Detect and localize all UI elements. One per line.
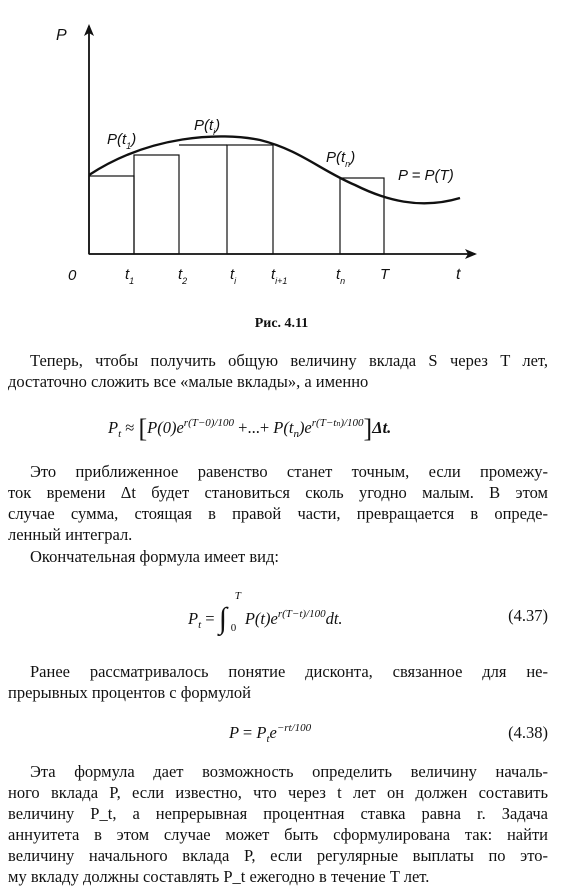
formula-term2-exp-sub: n <box>336 419 341 428</box>
text-line: ток времени Δt будет становиться сколь угодно малым. В этом <box>8 483 548 502</box>
tick-label-tn: $t_n$ <box>336 266 346 286</box>
formula-term2-exp-tail: )/100 <box>340 417 364 429</box>
formula-term2-exp: r(T−t <box>311 417 337 429</box>
formula-dots: +...+ <box>238 418 270 437</box>
left-bracket: [ <box>138 414 148 443</box>
formula-term1-exp: r(T−0)/100 <box>183 417 235 429</box>
formula-lhs-sub: t <box>198 619 202 631</box>
formula-lhs: P <box>229 723 239 742</box>
formula-integral <box>0 590 563 644</box>
tick-label-t2: $t_2$ <box>178 266 188 286</box>
paragraph-5 <box>8 761 548 887</box>
rectangle-i <box>227 145 273 254</box>
text-line: Эта формула дает возможность определить величину началь- <box>30 762 548 781</box>
integral-lower: 0 <box>230 622 237 634</box>
formula-discount <box>0 720 563 748</box>
origin-label: 0 <box>68 267 77 284</box>
formula-lhs: P <box>108 418 119 437</box>
right-bracket: ] <box>363 414 373 443</box>
formula-rhs-e: e <box>269 723 277 742</box>
paragraph-2 <box>8 461 548 545</box>
tick-label-ti1: $t_{i+1}$ <box>271 266 288 286</box>
formula-rhs-sub: t <box>266 733 270 745</box>
paragraph-3 <box>8 546 548 567</box>
formula-approx: ≈ <box>125 418 135 437</box>
figure-4-11 <box>0 0 563 305</box>
text-line: случае сумма, стоящая в правой части, превращается в опреде- <box>8 504 548 523</box>
tick-label-T: T <box>380 266 390 283</box>
text-line: аннуитета в этом случае может быть сформулирована так: найти <box>8 825 548 844</box>
formula-term1: P(0)e <box>147 418 184 437</box>
text-line: Ранее рассматривалось понятие дисконта, связанное для не- <box>30 662 548 681</box>
y-axis-label: P <box>56 27 67 44</box>
paragraph-4 <box>8 661 548 703</box>
text-line: величину начального вклада P, если регулярные выплаты по это- <box>8 846 548 865</box>
text-line: ленный интеграл. <box>8 525 133 544</box>
curve-label-p-tn: $P(t_n)$ <box>326 149 356 169</box>
formula-dt: dt. <box>325 609 343 628</box>
formula-tail: Δt. <box>372 418 392 437</box>
formula-eq: = <box>205 609 215 628</box>
figure-caption: Рис. 4.11 <box>254 316 309 331</box>
tick-label-ti: $t_i$ <box>230 266 237 286</box>
text-line: достаточно сложить все «малые вклады», а именно <box>8 372 369 391</box>
formula-term2: P(t <box>273 418 294 437</box>
integral-upper: T <box>234 590 241 602</box>
tick-label-t1: $t_1$ <box>125 266 135 286</box>
curve-label-p-t1: $P(t_1)$ <box>107 131 137 151</box>
formula-exp: −rt/100 <box>276 722 312 734</box>
rectangle-2 <box>134 155 179 254</box>
text-line: ного вклада P, если известно, что через t лет он должен составить <box>8 783 548 802</box>
formula-lhs: P <box>188 609 199 628</box>
formula-lhs-sub: t <box>118 428 122 440</box>
text-line: величину P_t, а непрерывная процентная ставка равна r. Задача <box>8 804 548 823</box>
integral-sign: ∫ <box>218 602 227 635</box>
formula-term2-sub: n <box>293 428 299 440</box>
formula-eq: = <box>242 723 253 742</box>
rectangle-1 <box>89 176 134 254</box>
curve-label-p-ti: $P(t_i)$ <box>194 117 221 137</box>
paragraph-1 <box>8 350 548 392</box>
formula-sum <box>0 412 563 442</box>
x-axis-label: t <box>456 266 461 283</box>
text-line: прерывных процентов с формулой <box>8 683 251 702</box>
formula-term2-close: )e <box>298 418 312 437</box>
text-line: Окончательная формула имеет вид: <box>30 547 279 566</box>
function-label: P = P(T) <box>398 167 454 184</box>
equation-number: (4.37) <box>508 606 548 625</box>
formula-rhs: P <box>256 723 267 742</box>
formula-body: P(t)e <box>244 609 278 628</box>
text-line: Теперь, чтобы получить общую величину вклада S через T лет, <box>30 351 548 370</box>
formula-exp: r(T−t)/100 <box>277 608 326 620</box>
text-line: му вкладу должны составлять P_t ежегодно в течение T лет. <box>8 867 430 886</box>
equation-number: (4.38) <box>508 723 548 742</box>
text-line: Это приближенное равенство станет точным, если промежу- <box>30 462 548 481</box>
